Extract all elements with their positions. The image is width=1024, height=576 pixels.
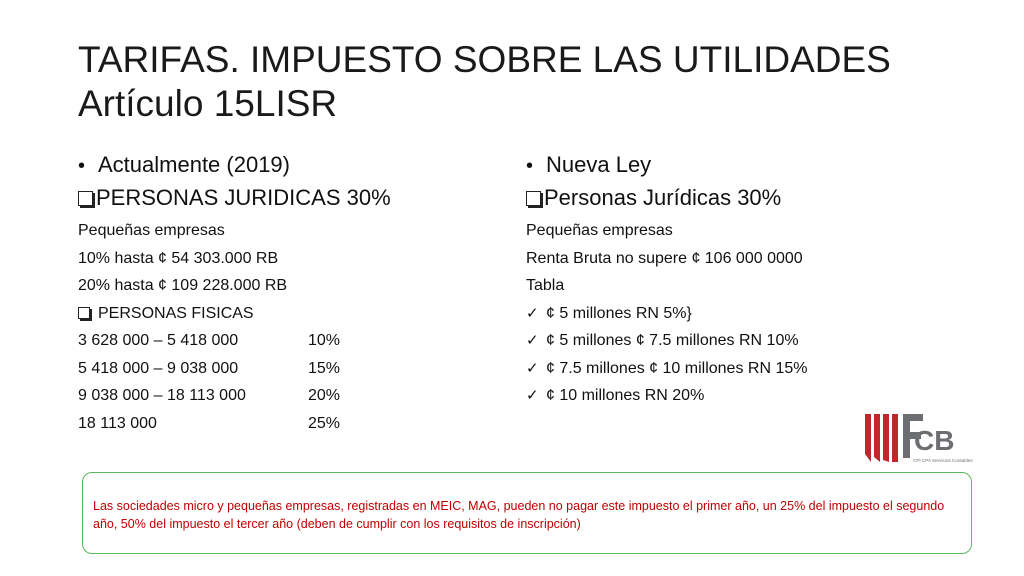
- bullet-dot-icon: •: [78, 155, 86, 177]
- left-line: 20% hasta ¢ 109 228.000 RB: [78, 277, 288, 294]
- checkbox-bullet-icon: [78, 307, 90, 319]
- rate-row-range: 9 038 000 – 18 113 000: [78, 387, 246, 404]
- rate-row: [78, 355, 498, 383]
- note-box: [82, 472, 972, 554]
- rate-row-range: 3 628 000 – 5 418 000: [78, 332, 239, 349]
- right-box-heading: [526, 181, 866, 215]
- left-column: [78, 150, 498, 437]
- left-box-heading: [78, 181, 498, 215]
- fcb-logo: [863, 410, 981, 466]
- left-sub-heading: [78, 300, 498, 328]
- right-bullet-text: Nueva Ley: [546, 152, 652, 177]
- checkbox-bullet-icon: [526, 191, 541, 206]
- left-bullet: [78, 150, 498, 181]
- checkmark-icon: ✓: [526, 387, 539, 404]
- rate-row: [78, 382, 498, 410]
- check-item: [526, 355, 866, 383]
- check-item: [526, 327, 866, 355]
- rate-row-range: 18 113 000: [78, 414, 157, 432]
- right-line: Pequeñas empresas: [526, 222, 673, 239]
- check-item-text: ¢ 5 millones RN 5%}: [546, 304, 692, 322]
- check-item-text: ¢ 7.5 millones ¢ 10 millones RN 15%: [546, 359, 808, 377]
- checkmark-icon: ✓: [526, 359, 539, 377]
- check-item: [526, 382, 866, 410]
- right-box-heading-text: Personas Jurídicas 30%: [544, 185, 782, 210]
- rate-row-rate: 10%: [308, 332, 341, 349]
- title-line-1: TARIFAS. IMPUESTO SOBRE LAS UTILIDADES: [78, 39, 891, 80]
- note-text: Las sociedades micro y pequeñas empresas, registradas en MEIC, MAG, pueden no pagar este impuesto el primer año, un 25% del impuesto el segundo año, 50% del impuesto el tercer año (deben de cumplir con los requisitos de inscripción): [93, 499, 945, 531]
- check-item-text: ¢ 10 millones RN 20%: [546, 387, 705, 404]
- rate-row-rate: 20%: [308, 387, 341, 404]
- rate-row-range: 5 418 000 – 9 038 000: [78, 359, 239, 377]
- bullet-dot-icon: •: [526, 155, 534, 177]
- right-line: Renta Bruta no supere ¢ 106 000 0000: [526, 249, 803, 267]
- checkbox-bullet-icon: [78, 191, 93, 206]
- logo-red-bar: [874, 414, 880, 462]
- left-sub-heading-text: PERSONAS FISICAS: [98, 304, 254, 322]
- left-bullet-text: Actualmente (2019): [98, 152, 290, 177]
- left-line: 10% hasta ¢ 54 303.000 RB: [78, 249, 279, 267]
- rate-row: [78, 410, 498, 438]
- rate-row-rate: 15%: [308, 359, 341, 377]
- right-bullet: [526, 150, 866, 181]
- logo-red-bar: [865, 414, 871, 462]
- right-line: Tabla: [526, 277, 565, 294]
- check-item: [526, 300, 866, 328]
- rate-row: [78, 327, 498, 355]
- logo-text: CB: [914, 425, 955, 456]
- checkmark-icon: ✓: [526, 332, 539, 349]
- left-box-heading-text: PERSONAS JURIDICAS 30%: [96, 185, 391, 210]
- slide-title: [78, 38, 978, 126]
- title-line-2: Artículo 15LISR: [78, 83, 338, 124]
- logo-red-bar: [883, 414, 889, 462]
- logo-red-bar: [892, 414, 898, 462]
- logo-subtext: CPI CPA Servicios Contables: [913, 458, 973, 463]
- checkmark-icon: ✓: [526, 304, 539, 322]
- right-column: [526, 150, 866, 410]
- rate-row-rate: 25%: [308, 414, 341, 432]
- left-line: Pequeñas empresas: [78, 222, 225, 239]
- check-item-text: ¢ 5 millones ¢ 7.5 millones RN 10%: [546, 332, 799, 349]
